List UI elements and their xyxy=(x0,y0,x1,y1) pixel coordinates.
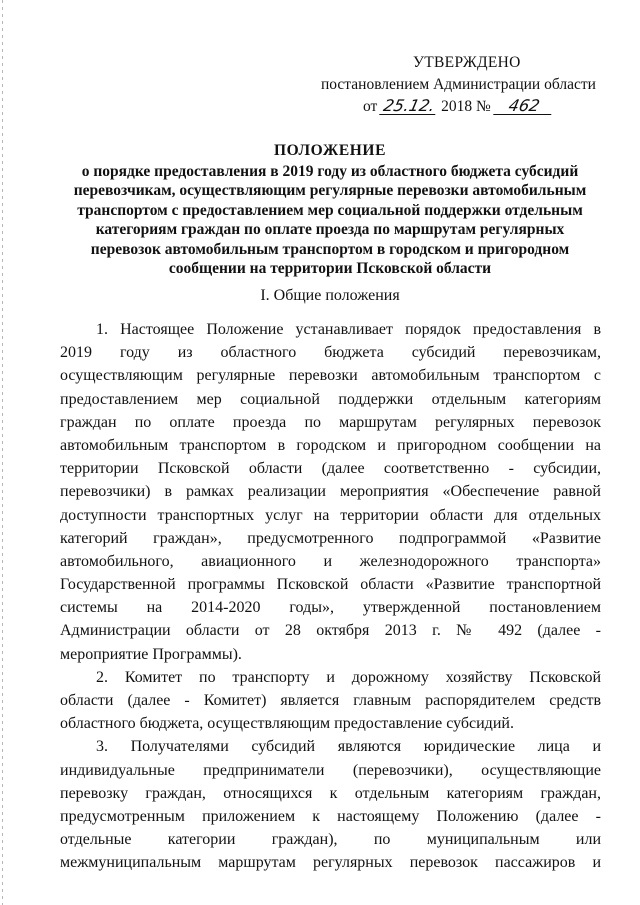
paragraph-line: мероприятие Программы). xyxy=(60,645,242,663)
paragraph-line: автомобильным транспортом в городском и пригородном сообщении на xyxy=(60,436,601,454)
scan-edge xyxy=(2,0,3,905)
paragraph-line: перевозку граждан, относящихся к отдельным категориям граждан, xyxy=(60,784,601,802)
paragraph-line: граждан по оплате проезда по маршрутам регулярных перевозок xyxy=(60,413,601,431)
title-line: о порядке предоставления в 2019 году из областного бюджета субсидий xyxy=(81,162,579,180)
title-line: категориям граждан по оплате проезда по маршрутам регулярных xyxy=(95,221,565,238)
title-line: сообщении на территории Псковской области xyxy=(168,260,492,277)
paragraph-line: системы на 2014-2020 годы», утвержденной постановлением xyxy=(60,599,601,617)
approval-stamp-block xyxy=(305,52,605,118)
paragraph-1 xyxy=(60,318,601,666)
paragraph-line: предусмотренным приложением к настоящему Положению (далее - xyxy=(60,807,601,825)
title-line: транспортом с предоставлением мер социальной поддержки отдельным xyxy=(77,201,583,219)
paragraph-line: 3. Получателями субсидий являются юридические лица и xyxy=(96,738,601,756)
body-text xyxy=(60,318,601,875)
document-title-block xyxy=(60,141,600,279)
paragraph-line: областного бюджета, осуществляющим предоставление субсидий. xyxy=(60,715,514,733)
date-line xyxy=(305,96,605,118)
paragraph-line: перевозчики) в рамках реализации мероприятия «Обеспечение равной xyxy=(60,483,601,501)
paragraph-3 xyxy=(60,735,601,874)
paragraph-2 xyxy=(60,666,601,736)
paragraph-line: индивидуальные предприниматели (перевозчики), осуществляющие xyxy=(60,761,601,779)
year-number-label: 2018 № xyxy=(441,98,491,115)
handwritten-date: 25.12. xyxy=(379,98,439,115)
approved-label: УТВЕРЖДЕНО xyxy=(413,54,521,71)
title-line: перевозчикам, осуществляющим регулярные перевозки автомобильным xyxy=(73,182,587,199)
paragraph-line: осуществляющим регулярные перевозки автомобильным транспортом с xyxy=(60,367,601,385)
document-title: ПОЛОЖЕНИЕ xyxy=(273,142,387,159)
paragraph-line: области (далее - Комитет) является главным распорядителем средств xyxy=(60,692,601,709)
paragraph-line: Администрации области от 28 октября 2013 г. № 492 (далее - xyxy=(60,622,601,640)
paragraph-line: территории Псковской области (далее соответственно - субсидии, xyxy=(60,460,601,478)
issuer-line: постановлением Администрации области xyxy=(321,76,596,93)
section-heading: I. Общие положения xyxy=(260,287,400,304)
paragraph-line: автомобильного, авиационного и железнодорожного транспорта» xyxy=(60,552,601,570)
title-line: перевозок автомобильным транспортом в городском и пригородном xyxy=(90,240,570,258)
paragraph-line: 2. Комитет по транспорту и дорожному хозяйству Псковской xyxy=(96,668,601,686)
paragraph-line: отдельные категории граждан), по муниципальным или xyxy=(60,831,601,849)
paragraph-line: доступности транспортных услуг на территории области для отдельных xyxy=(60,506,601,524)
paragraph-line: предоставлением мер социальной поддержки отдельным категориям xyxy=(60,390,601,408)
paragraph-line: 1. Настоящее Положение устанавливает порядок предоставления в xyxy=(96,321,601,338)
handwritten-number: 462 xyxy=(493,98,555,115)
paragraph-line: межмуниципальным маршрутам регулярных перевозок пассажиров и xyxy=(60,854,601,872)
paragraph-line: 2019 году из областного бюджета субсидий перевозчикам, xyxy=(60,344,601,362)
date-prefix: от xyxy=(363,98,378,115)
paragraph-line: категорий граждан», предусмотренного подпрограммой «Развитие xyxy=(60,529,601,547)
paragraph-line: Государственной программы Псковской области «Развитие транспортной xyxy=(60,576,601,594)
